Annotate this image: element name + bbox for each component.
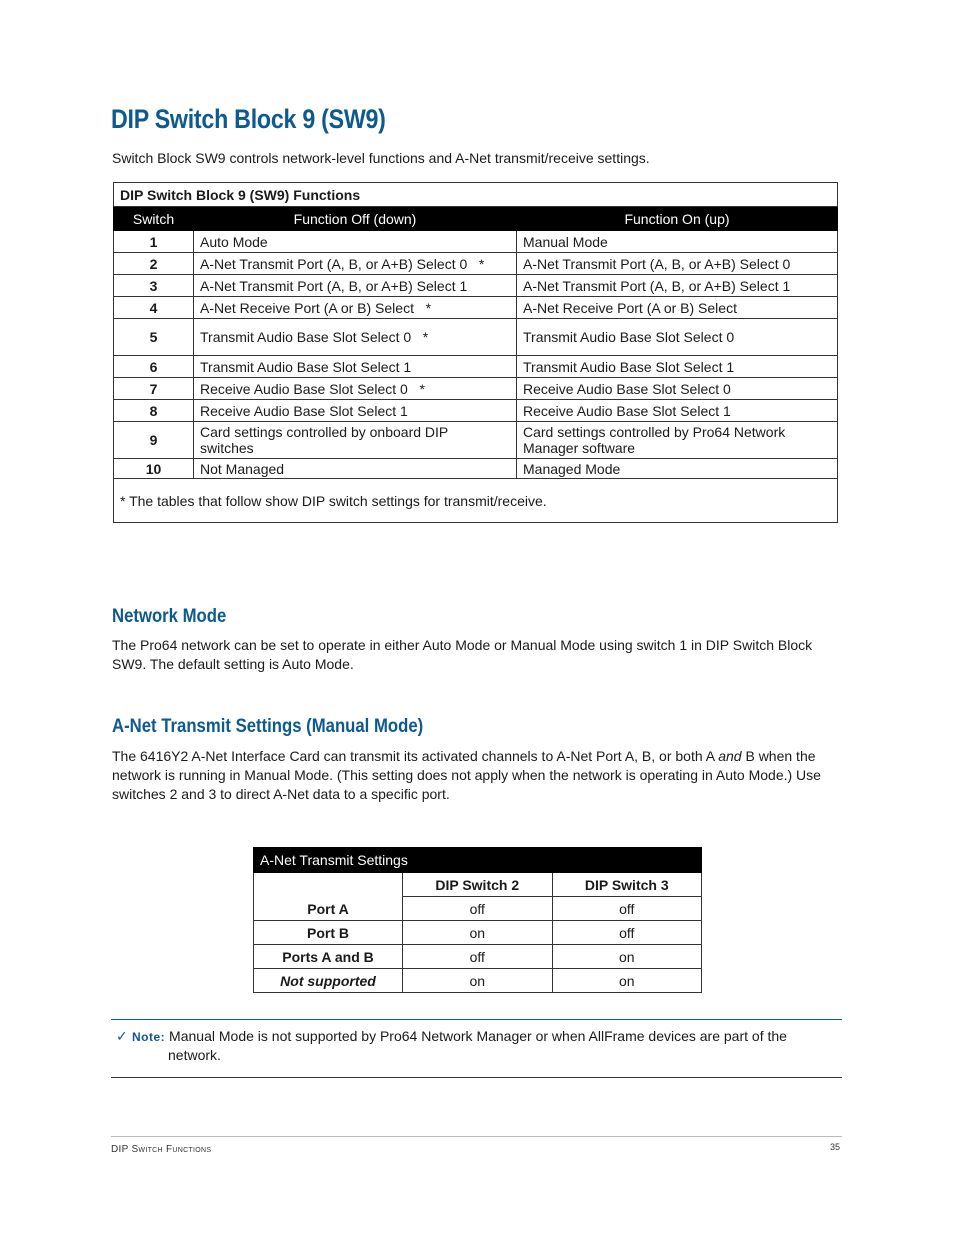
- dip3-value: on: [552, 945, 702, 969]
- table-row: [114, 231, 838, 253]
- network-mode-body: The Pro64 network can be set to operate in either Auto Mode or Manual Mode using switch 1 in DIP Switch Block SW9. The default setting is Auto Mode.: [112, 637, 813, 672]
- function-on: Managed Mode: [517, 459, 838, 479]
- page-number: 35: [830, 1142, 841, 1152]
- dip3-value: off: [552, 921, 702, 945]
- switch-number: 8: [114, 400, 194, 422]
- column-header-switch: Switch: [114, 207, 194, 231]
- table-row: [114, 378, 838, 400]
- switch-number: 4: [114, 297, 194, 319]
- anet-body-part-1: The 6416Y2 A-Net Interface Card can transmit its activated channels to A-Net Port A, B, or both A: [112, 748, 719, 764]
- switch-number: 1: [114, 231, 194, 253]
- table-row: [254, 969, 702, 993]
- section-heading-anet-transmit: A-Net Transmit Settings (Manual Mode): [112, 716, 424, 737]
- table-row: [254, 945, 702, 969]
- row-label: Port A: [254, 873, 403, 921]
- row-label: Ports A and B: [254, 945, 403, 969]
- table-row: [114, 459, 838, 479]
- note-text: Manual Mode is not supported by Pro64 Network Manager or when AllFrame devices are part of the: [165, 1028, 787, 1044]
- function-on: A-Net Transmit Port (A, B, or A+B) Select 0: [517, 253, 838, 275]
- column-header-dip3: DIP Switch 3: [552, 873, 702, 897]
- switch-number: 6: [114, 356, 194, 378]
- table-caption: A-Net Transmit Settings: [254, 848, 702, 873]
- function-off: Transmit Audio Base Slot Select 0 *: [194, 319, 517, 356]
- table-row: [114, 422, 838, 459]
- column-header-dip2: DIP Switch 2: [403, 873, 553, 897]
- table-row: [114, 275, 838, 297]
- function-on: Transmit Audio Base Slot Select 0: [517, 319, 838, 356]
- note-text-continued: network.: [168, 1047, 221, 1063]
- note-box: [116, 1027, 836, 1064]
- function-on: Receive Audio Base Slot Select 1: [517, 400, 838, 422]
- function-off: Auto Mode: [194, 231, 517, 253]
- intro-text: Switch Block SW9 controls network-level functions and A-Net transmit/receive settings.: [112, 150, 650, 166]
- sw9-functions-table: [113, 182, 838, 523]
- note-label: Note:: [132, 1030, 166, 1044]
- dip3-value: off: [552, 897, 702, 921]
- switch-number: 10: [114, 459, 194, 479]
- dip2-value: on: [403, 969, 553, 993]
- row-label: Port B: [254, 921, 403, 945]
- page-title: DIP Switch Block 9 (SW9): [111, 104, 386, 134]
- function-on: Receive Audio Base Slot Select 0: [517, 378, 838, 400]
- function-off: Transmit Audio Base Slot Select 1: [194, 356, 517, 378]
- column-header-on: Function On (up): [517, 207, 838, 231]
- function-off: A-Net Transmit Port (A, B, or A+B) Select 1: [194, 275, 517, 297]
- function-off: Not Managed: [194, 459, 517, 479]
- checkmark-icon: ✓: [116, 1028, 128, 1044]
- function-on: Manual Mode: [517, 231, 838, 253]
- table-caption: DIP Switch Block 9 (SW9) Functions: [114, 183, 838, 207]
- anet-transmit-settings-table: [253, 847, 702, 993]
- function-on: A-Net Transmit Port (A, B, or A+B) Select 1: [517, 275, 838, 297]
- table-footnote: * The tables that follow show DIP switch settings for transmit/receive.: [114, 479, 838, 523]
- switch-number: 7: [114, 378, 194, 400]
- table-row: [114, 400, 838, 422]
- table-row: [114, 253, 838, 275]
- table-row: [114, 356, 838, 378]
- column-header-off: Function Off (down): [194, 207, 517, 231]
- function-off: Receive Audio Base Slot Select 0 *: [194, 378, 517, 400]
- function-on: Card settings controlled by Pro64 Network Manager software: [517, 422, 838, 459]
- note-top-divider: [111, 1019, 842, 1020]
- switch-number: 5: [114, 319, 194, 356]
- switch-number: 2: [114, 253, 194, 275]
- function-off: Card settings controlled by onboard DIP switches: [194, 422, 517, 459]
- row-label: Not supported: [254, 969, 403, 993]
- function-off: A-Net Receive Port (A or B) Select *: [194, 297, 517, 319]
- dip2-value: off: [403, 945, 553, 969]
- dip2-value: off: [403, 897, 553, 921]
- function-off: A-Net Transmit Port (A, B, or A+B) Select 0 *: [194, 253, 517, 275]
- table-row: [114, 297, 838, 319]
- function-on: Transmit Audio Base Slot Select 1: [517, 356, 838, 378]
- section-heading-network-mode: Network Mode: [112, 606, 227, 627]
- footer-section-title: DIP Switch Functions: [111, 1144, 212, 1155]
- function-on: A-Net Receive Port (A or B) Select: [517, 297, 838, 319]
- note-bottom-divider: [111, 1077, 842, 1078]
- dip2-value: on: [403, 921, 553, 945]
- switch-number: 3: [114, 275, 194, 297]
- table-row: [114, 319, 838, 356]
- anet-transmit-body: [112, 747, 847, 804]
- function-off: Receive Audio Base Slot Select 1: [194, 400, 517, 422]
- footer-divider: [111, 1136, 842, 1137]
- anet-body-part-2: B when the network is running in Manual Mode. (This setting does not apply when the network is operating in Auto Mode.) Use switches 2 and 3 to direct A-Net data to a specific port.: [112, 748, 821, 802]
- dip3-value: on: [552, 969, 702, 993]
- table-row: [254, 921, 702, 945]
- anet-body-emphasis: and: [718, 748, 742, 764]
- switch-number: 9: [114, 422, 194, 459]
